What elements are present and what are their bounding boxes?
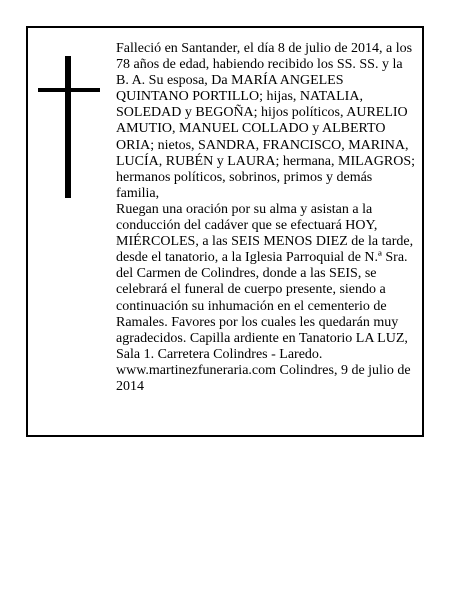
obituary-notice-frame [26, 26, 424, 437]
funeral-request-paragraph: Ruegan una oración por su alma y asistan a la conducción del cadáver que se efectuará HOY, MIÉRCOLES, a las SEIS MENOS DIEZ de la tarde, desde el tanatorio, a la Iglesia Parroquial de N.ª Sra. del Carmen de Colindres, donde a las SEIS, se celebrará el funeral de cuerpo presente, siendo a continuación su inhumación en el cementerio de Ramales. Favores por los cuales les quedarán muy agradecidos. Capilla ardiente en Tanatorio LA LUZ, Sala 1. Carretera Colindres - Laredo. [116, 201, 414, 362]
obituary-text [116, 41, 416, 395]
cross-icon [38, 56, 100, 198]
cross-vertical-bar [65, 56, 71, 198]
death-announcement-paragraph: Falleció en Santander, el día 8 de julio de 2014, a los 78 años de edad, habiendo recibido los SS. SS. y la B. A. Su esposa, Da MARÍA ANGELES QUINTANO PORTILLO; hijas, NATALIA, SOLEDAD y BEGOÑA; hijos políticos, AURELIO AMUTIO, MANUEL COLLADO y ALBERTO ORIA; nietos, SANDRA, FRANCISCO, MARINA, LUCÍA, RUBÉN y LAURA; hermana, MILAGROS; hermanos políticos, sobrinos, primos y demás familia, [116, 41, 416, 201]
cross-horizontal-bar [38, 88, 100, 92]
footer-website-date: www.martinezfuneraria.com Colindres, 9 de julio de 2014 [116, 362, 411, 394]
